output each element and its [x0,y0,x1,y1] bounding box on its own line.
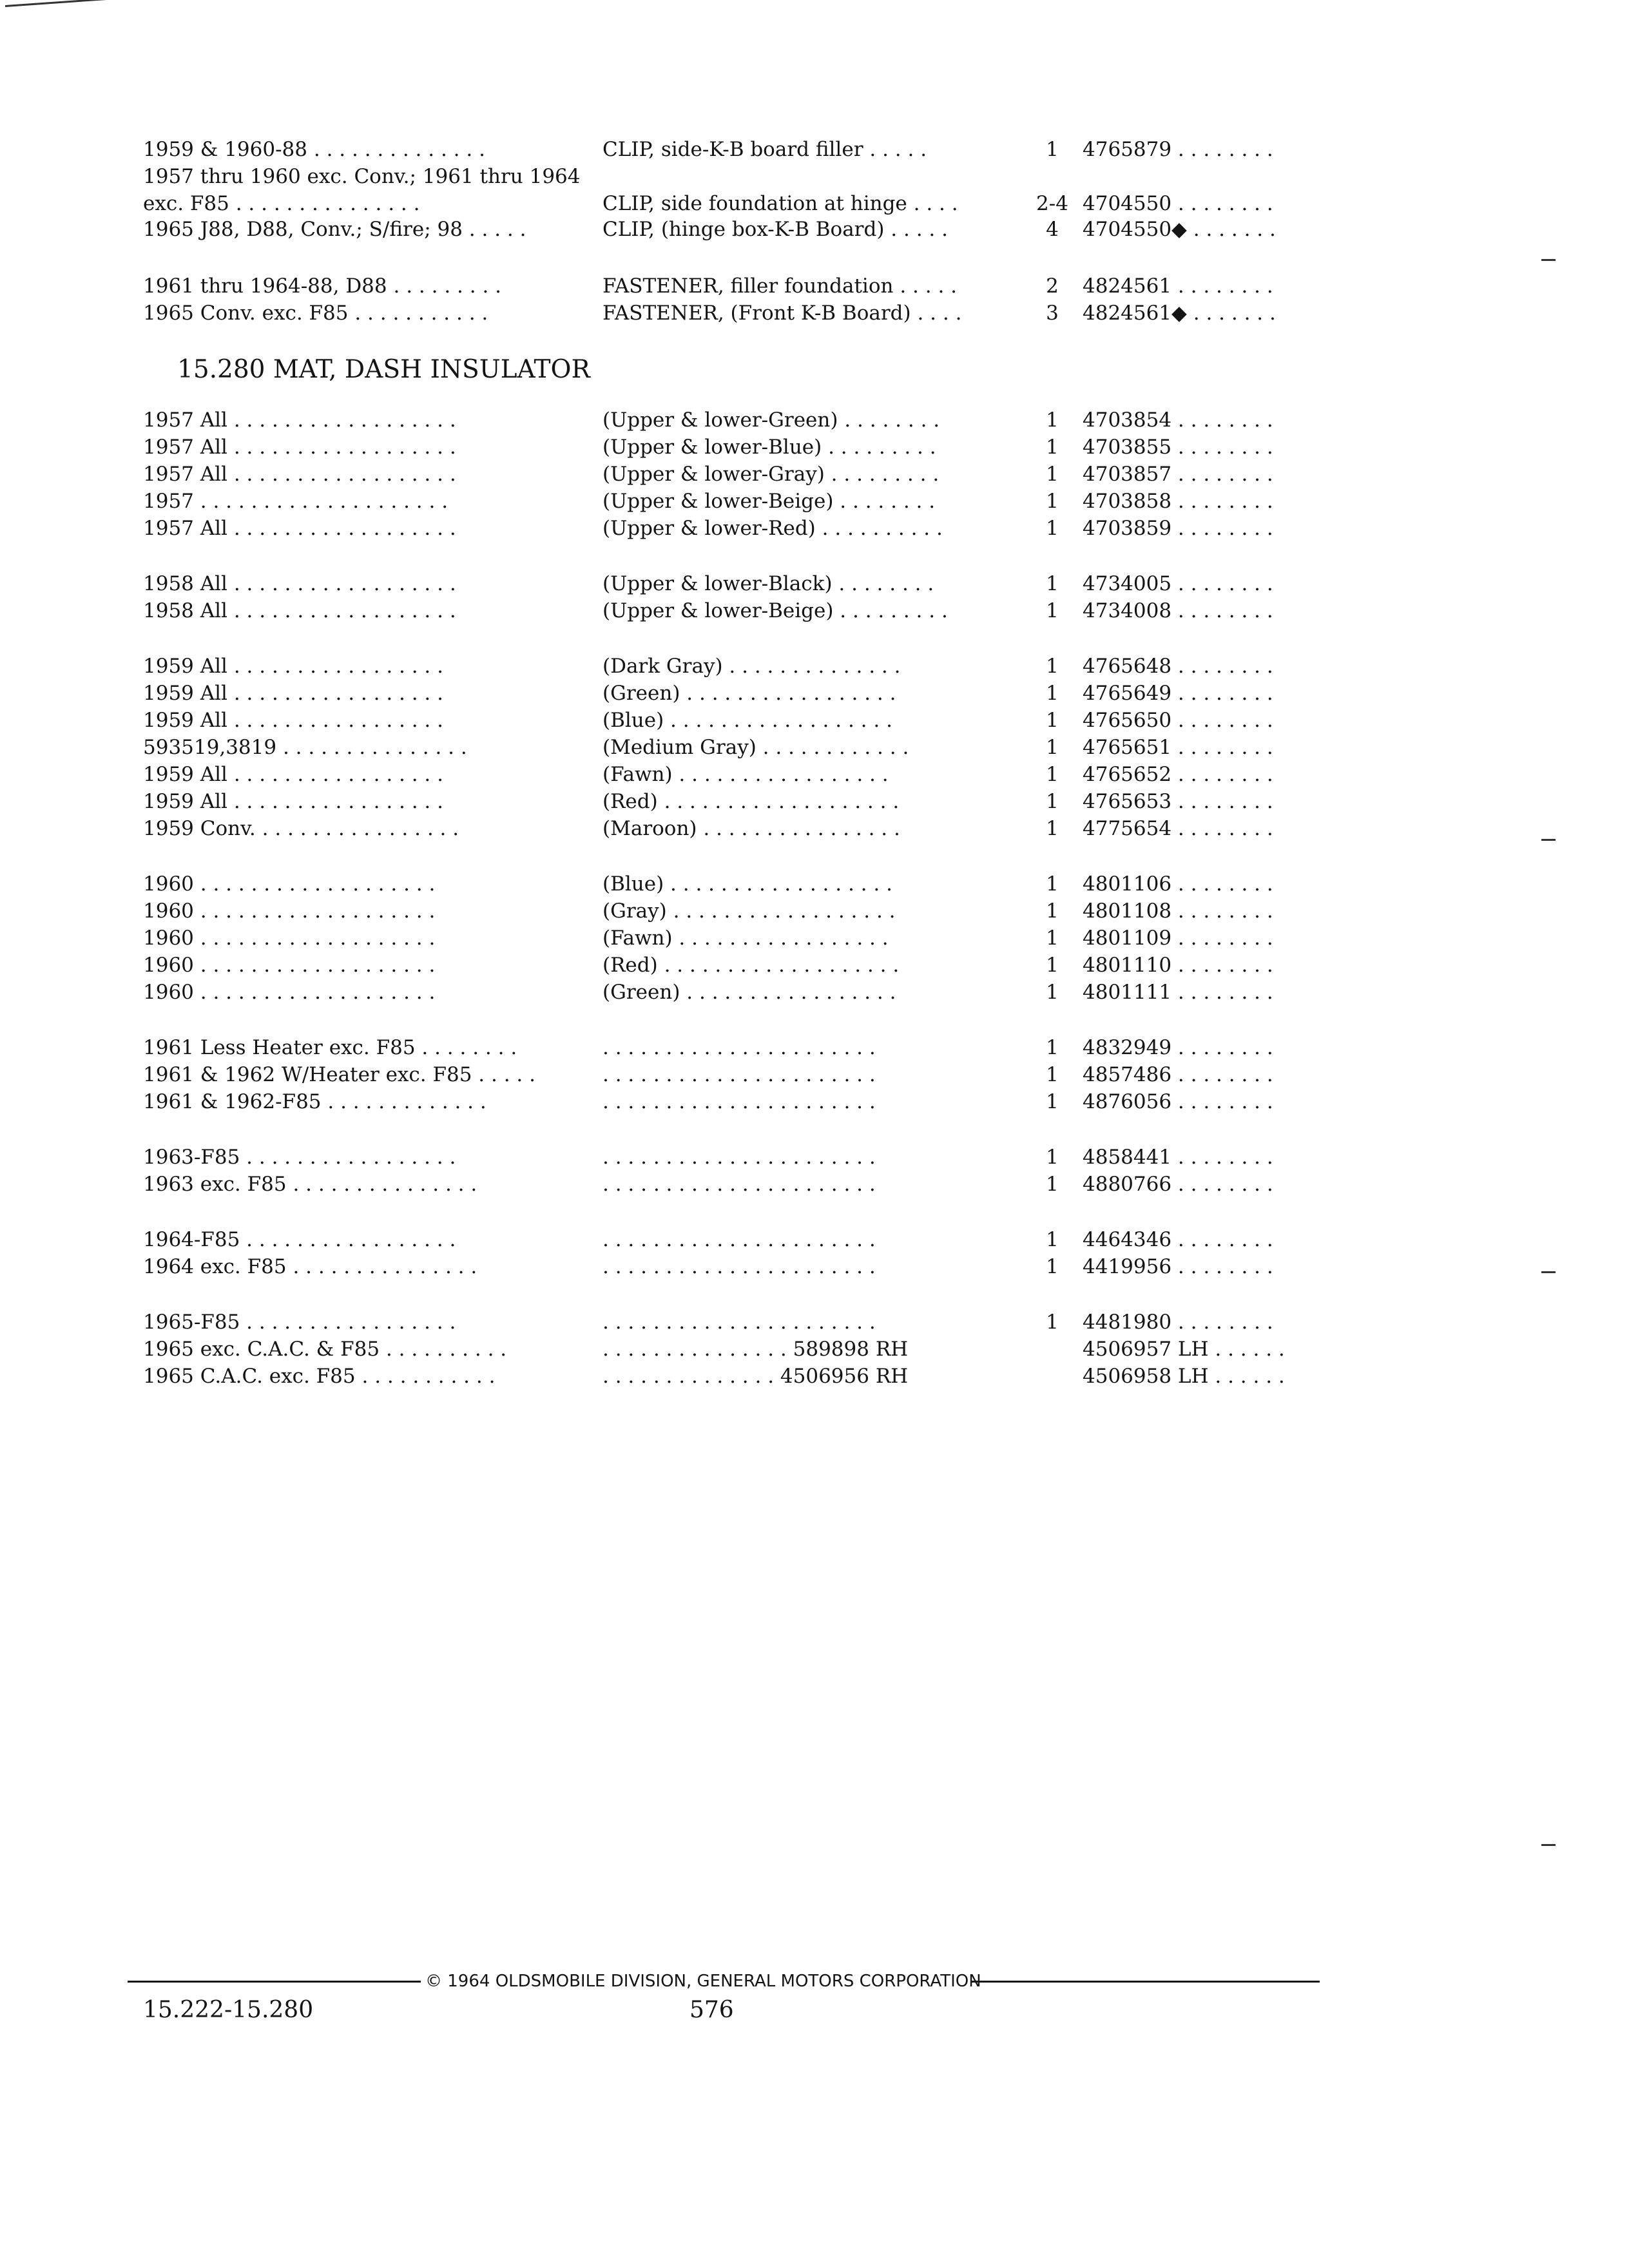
description-cell: FASTENER, (Front K-B Board) . . . . [602,302,962,325]
part-number-cell: 4704550◆ . . . . . . . [1083,218,1276,241]
description-cell: CLIP, side foundation at hinge . . . . [602,192,958,215]
part-number-cell: 4703857 . . . . . . . . [1083,463,1273,486]
part-number-cell: 4765879 . . . . . . . . [1083,138,1273,161]
quantity-cell: 4 [1046,218,1059,241]
description-cell: (Upper & lower-Black) . . . . . . . . [602,572,934,595]
table-row [0,407,1629,433]
application-cell: 1959 All . . . . . . . . . . . . . . . . . [143,682,443,705]
application-cell: 1963 exc. F85 . . . . . . . . . . . . . . . [143,1173,477,1196]
application-cell: 593519,3819 . . . . . . . . . . . . . . . [143,736,467,759]
description-cell: . . . . . . . . . . . . . . . . . . . . . . [602,1255,876,1278]
part-number-cell: 4419956 . . . . . . . . [1083,1255,1273,1278]
description-cell: (Medium Gray) . . . . . . . . . . . . [602,736,909,759]
margin-mark [1541,839,1556,841]
description-cell: (Upper & lower-Beige) . . . . . . . . . [602,599,948,622]
quantity-cell: 1 [1046,655,1059,678]
quantity-cell: 1 [1046,463,1059,486]
application-cell: 1958 All . . . . . . . . . . . . . . . . . . [143,572,456,595]
table-row [0,1363,1629,1389]
table-row [0,735,1629,760]
table-row [0,461,1629,487]
quantity-cell: 1 [1046,1255,1059,1278]
quantity-cell: 2-4 [1036,192,1068,215]
table-row [0,1254,1629,1280]
application-cell: 1959 All . . . . . . . . . . . . . . . . . [143,709,443,732]
part-number-cell: 4801111 . . . . . . . . [1083,981,1273,1004]
quantity-cell: 1 [1046,682,1059,705]
description-cell: . . . . . . . . . . . . . . . . . . . . . . [602,1036,876,1059]
description-cell: (Upper & lower-Gray) . . . . . . . . . [602,463,940,486]
description-cell: (Fawn) . . . . . . . . . . . . . . . . . [602,763,889,786]
application-cell: 1961 Less Heater exc. F85 . . . . . . . . [143,1036,517,1059]
quantity-cell: 1 [1046,927,1059,950]
part-number-cell: 4765652 . . . . . . . . [1083,763,1273,786]
part-number-cell: 4765650 . . . . . . . . [1083,709,1273,732]
quantity-cell: 1 [1046,517,1059,540]
application-cell: 1964-F85 . . . . . . . . . . . . . . . . . [143,1228,456,1251]
part-number-cell: 4801108 . . . . . . . . [1083,899,1273,923]
application-cell: 1957 thru 1960 exc. Conv.; 1961 thru 1964 [143,165,581,188]
application-cell: 1965 J88, D88, Conv.; S/fire; 98 . . . . . [143,218,526,241]
application-cell: 1959 All . . . . . . . . . . . . . . . . . [143,655,443,678]
table-row [0,216,1629,242]
quantity-cell: 1 [1046,1146,1059,1169]
quantity-cell: 1 [1046,790,1059,813]
part-number-cell: 4801109 . . . . . . . . [1083,927,1273,950]
description-cell: (Fawn) . . . . . . . . . . . . . . . . . [602,927,889,950]
table-row [0,1171,1629,1197]
part-number-cell: 4832949 . . . . . . . . [1083,1036,1273,1059]
table-row [0,1336,1629,1362]
quantity-cell: 1 [1046,736,1059,759]
table-row [0,273,1629,299]
quantity-cell: 1 [1046,981,1059,1004]
table-row [0,925,1629,951]
application-cell: 1957 All . . . . . . . . . . . . . . . . . . [143,436,456,459]
part-number-cell: 4876056 . . . . . . . . [1083,1090,1273,1113]
footer-section-range: 15.222-15.280 [143,1997,314,2023]
part-number-cell: 4506957 LH . . . . . . [1083,1338,1285,1361]
part-number-cell: 4801110 . . . . . . . . [1083,954,1273,977]
description-cell: (Upper & lower-Blue) . . . . . . . . . [602,436,936,459]
quantity-cell: 1 [1046,1063,1059,1086]
quantity-cell: 1 [1046,1090,1059,1113]
application-cell: 1965 Conv. exc. F85 . . . . . . . . . . . [143,302,488,325]
part-number-cell: 4703859 . . . . . . . . [1083,517,1273,540]
quantity-cell: 1 [1046,763,1059,786]
description-cell: (Red) . . . . . . . . . . . . . . . . . . . [602,790,900,813]
quantity-cell: 1 [1046,138,1059,161]
table-row [0,816,1629,841]
description-cell: . . . . . . . . . . . . . . . . . . . . . . [602,1146,876,1169]
quantity-cell: 1 [1046,599,1059,622]
margin-mark [1541,1271,1556,1273]
part-number-cell: 4857486 . . . . . . . . [1083,1063,1273,1086]
quantity-cell: 1 [1046,1228,1059,1251]
application-cell: 1964 exc. F85 . . . . . . . . . . . . . . . [143,1255,477,1278]
table-row [0,707,1629,733]
description-cell: . . . . . . . . . . . . . . . . . . . . . . [602,1228,876,1251]
application-cell: 1960 . . . . . . . . . . . . . . . . . . . [143,872,436,896]
application-cell: 1963-F85 . . . . . . . . . . . . . . . . . [143,1146,456,1169]
application-cell: 1957 All . . . . . . . . . . . . . . . . . . [143,463,456,486]
quantity-cell: 1 [1046,899,1059,923]
section-heading: 15.280 MAT, DASH INSULATOR [177,355,590,384]
table-row [0,1309,1629,1335]
description-cell: . . . . . . . . . . . . . . . . . . . . . . [602,1063,876,1086]
table-row [0,164,1629,189]
part-number-cell: 4734008 . . . . . . . . [1083,599,1273,622]
part-number-cell: 4765653 . . . . . . . . [1083,790,1273,813]
description-cell: (Blue) . . . . . . . . . . . . . . . . . . [602,872,892,896]
description-cell: (Upper & lower-Red) . . . . . . . . . . [602,517,943,540]
part-number-cell: 4880766 . . . . . . . . [1083,1173,1273,1196]
table-row [0,434,1629,460]
description-cell: (Green) . . . . . . . . . . . . . . . . . [602,682,896,705]
description-cell: (Upper & lower-Beige) . . . . . . . . [602,490,936,513]
table-row [0,898,1629,924]
part-number-cell: 4765648 . . . . . . . . [1083,655,1273,678]
part-number-cell: 4824561◆ . . . . . . . [1083,302,1276,325]
quantity-cell: 1 [1046,490,1059,513]
application-cell: 1960 . . . . . . . . . . . . . . . . . . . [143,899,436,923]
quantity-cell: 1 [1046,817,1059,840]
margin-mark [1541,1844,1556,1846]
quantity-cell: 1 [1046,709,1059,732]
table-row [0,1062,1629,1088]
table-row [0,598,1629,624]
application-cell: 1960 . . . . . . . . . . . . . . . . . . . [143,981,436,1004]
table-row [0,300,1629,326]
quantity-cell: 1 [1046,436,1059,459]
description-cell: (Gray) . . . . . . . . . . . . . . . . . . [602,899,896,923]
application-cell: 1961 & 1962 W/Heater exc. F85 . . . . . [143,1063,535,1086]
quantity-cell: 1 [1046,1173,1059,1196]
table-row [0,1089,1629,1115]
application-cell: 1958 All . . . . . . . . . . . . . . . . . . [143,599,456,622]
description-cell: . . . . . . . . . . . . . . . . . . . . . . [602,1090,876,1113]
description-cell: (Red) . . . . . . . . . . . . . . . . . . . [602,954,900,977]
application-cell: 1957 . . . . . . . . . . . . . . . . . . . . [143,490,448,513]
description-cell: . . . . . . . . . . . . . . . . . . . . . . [602,1173,876,1196]
application-cell: 1960 . . . . . . . . . . . . . . . . . . . [143,954,436,977]
part-number-cell: 4506958 LH . . . . . . [1083,1365,1285,1388]
part-number-cell: 4703855 . . . . . . . . [1083,436,1273,459]
application-cell: 1965 exc. C.A.C. & F85 . . . . . . . . . . [143,1338,507,1361]
table-row [0,1144,1629,1170]
part-number-cell: 4734005 . . . . . . . . [1083,572,1273,595]
part-number-cell: 4858441 . . . . . . . . [1083,1146,1273,1169]
quantity-cell: 1 [1046,572,1059,595]
part-number-cell: 4775654 . . . . . . . . [1083,817,1273,840]
part-number-cell: 4703858 . . . . . . . . [1083,490,1273,513]
footer-page-number: 576 [689,1997,734,2023]
application-cell: 1965 C.A.C. exc. F85 . . . . . . . . . . . [143,1365,496,1388]
table-row [0,488,1629,514]
quantity-cell: 2 [1046,274,1059,298]
application-cell: 1959 & 1960-88 . . . . . . . . . . . . . . [143,138,485,161]
application-cell: 1957 All . . . . . . . . . . . . . . . . . . [143,408,456,432]
table-row [0,680,1629,706]
part-number-cell: 4801106 . . . . . . . . [1083,872,1273,896]
part-number-cell: 4765649 . . . . . . . . [1083,682,1273,705]
description-cell: (Dark Gray) . . . . . . . . . . . . . . [602,655,901,678]
description-cell: . . . . . . . . . . . . . . 4506956 RH [602,1365,909,1388]
table-row [0,789,1629,814]
table-row [0,952,1629,978]
description-cell: CLIP, (hinge box-K-B Board) . . . . . [602,218,948,241]
table-row [0,762,1629,787]
part-number-cell: 4481980 . . . . . . . . [1083,1311,1273,1334]
table-row [0,871,1629,897]
part-number-cell: 4765651 . . . . . . . . [1083,736,1273,759]
quantity-cell: 1 [1046,872,1059,896]
part-number-cell: 4824561 . . . . . . . . [1083,274,1273,298]
table-row [0,1035,1629,1061]
table-row [0,979,1629,1005]
description-cell: FASTENER, filler foundation . . . . . [602,274,958,298]
description-cell: (Green) . . . . . . . . . . . . . . . . . [602,981,896,1004]
application-cell: 1961 & 1962-F85 . . . . . . . . . . . . . [143,1090,487,1113]
quantity-cell: 1 [1046,954,1059,977]
application-cell: 1959 All . . . . . . . . . . . . . . . . . [143,763,443,786]
part-number-cell: 4464346 . . . . . . . . [1083,1228,1273,1251]
scan-mark [5,0,111,7]
description-cell: (Blue) . . . . . . . . . . . . . . . . . . [602,709,892,732]
table-row [0,137,1629,162]
table-row [0,571,1629,597]
footer-rule-left [128,1981,421,1983]
application-cell: exc. F85 . . . . . . . . . . . . . . . [143,192,420,215]
quantity-cell: 3 [1046,302,1059,325]
footer-rule-right [972,1981,1320,1983]
margin-mark [1541,259,1556,261]
part-number-cell: 4704550 . . . . . . . . [1083,192,1273,215]
application-cell: 1957 All . . . . . . . . . . . . . . . . . . [143,517,456,540]
table-row [0,515,1629,541]
table-row [0,653,1629,679]
application-cell: 1965-F85 . . . . . . . . . . . . . . . . . [143,1311,456,1334]
description-cell: CLIP, side-K-B board filler . . . . . [602,138,927,161]
quantity-cell: 1 [1046,1036,1059,1059]
table-row [0,191,1629,216]
application-cell: 1959 Conv. . . . . . . . . . . . . . . . . [143,817,459,840]
part-number-cell: 4703854 . . . . . . . . [1083,408,1273,432]
description-cell: (Maroon) . . . . . . . . . . . . . . . . [602,817,900,840]
quantity-cell: 1 [1046,1311,1059,1334]
description-cell: . . . . . . . . . . . . . . . . . . . . . . [602,1311,876,1334]
quantity-cell: 1 [1046,408,1059,432]
application-cell: 1961 thru 1964-88, D88 . . . . . . . . . [143,274,502,298]
table-row [0,1227,1629,1253]
description-cell: . . . . . . . . . . . . . . . 589898 RH [602,1338,909,1361]
footer-copyright: © 1964 OLDSMOBILE DIVISION, GENERAL MOTORS CORPORATION [425,1972,981,1991]
description-cell: (Upper & lower-Green) . . . . . . . . [602,408,940,432]
application-cell: 1960 . . . . . . . . . . . . . . . . . . . [143,927,436,950]
application-cell: 1959 All . . . . . . . . . . . . . . . . . [143,790,443,813]
